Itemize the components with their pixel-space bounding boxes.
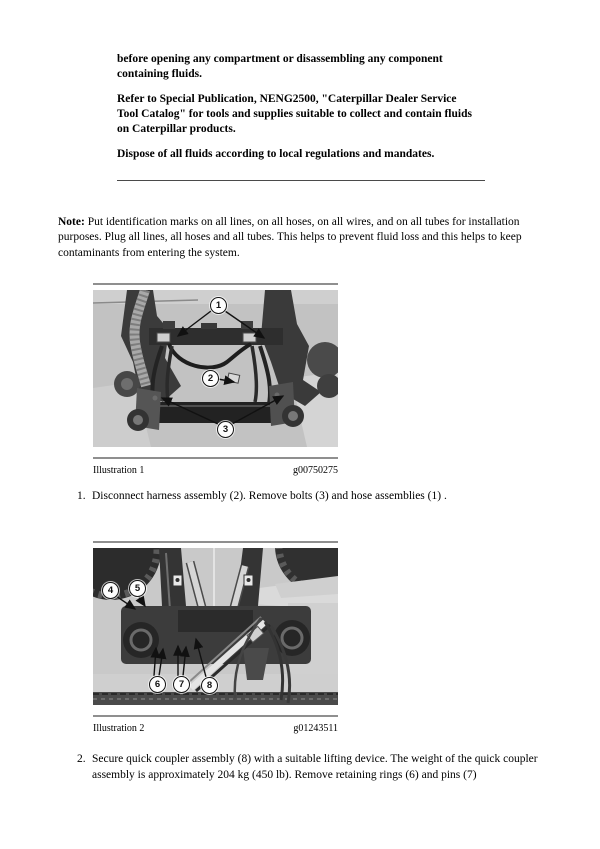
figure-top-rule bbox=[93, 283, 338, 285]
figure-bottom-rule bbox=[93, 715, 338, 717]
note-text: Put identification marks on all lines, on all hoses, on all wires, and on all tubes for installation purposes. Plug all lines, all hoses and all tubes. This helps to prevent fluid loss and this helps to keep contaminants from entering the system. bbox=[58, 215, 522, 259]
callout-2: 2 bbox=[202, 370, 219, 387]
figure-id: g01243511 bbox=[293, 723, 338, 734]
note-label: Note: bbox=[58, 215, 85, 228]
figure-bottom-rule bbox=[93, 457, 338, 459]
callout-3: 3 bbox=[217, 421, 234, 438]
callout-6: 6 bbox=[149, 676, 166, 693]
step-number: 1. bbox=[77, 490, 86, 502]
tool-catalog-reference-paragraph: Refer to Special Publication, NENG2500, "Caterpillar Dealer Service Tool Catalog" for tools and supplies suitable to collect and contain fluids on Caterpillar products. bbox=[117, 93, 472, 135]
safety-warning-paragraph: before opening any compartment or disassembling any component containing fluids. bbox=[117, 53, 443, 80]
section-divider bbox=[117, 180, 485, 181]
machine-photo-2 bbox=[93, 548, 338, 705]
illustration-2-figure bbox=[93, 541, 338, 735]
step-text: Disconnect harness assembly (2). Remove bolts (3) and hose assemblies (1) . bbox=[92, 490, 447, 502]
figure-top-rule bbox=[93, 541, 338, 543]
step-text: Secure quick coupler assembly (8) with a suitable lifting device. The weight of the quick coupler assembly is approximately 204 kg (450 lb). Remove retaining rings (6) and pins (7) bbox=[92, 753, 538, 781]
illustration-caption: Illustration 1 bbox=[93, 465, 145, 476]
safety-warning-block bbox=[117, 52, 479, 181]
step-list-item-2 bbox=[77, 752, 539, 783]
fluid-disposal-paragraph: Dispose of all fluids according to local regulations and mandates. bbox=[117, 148, 435, 160]
note-paragraph bbox=[58, 215, 558, 262]
machine-photo-1 bbox=[93, 290, 338, 447]
callout-5: 5 bbox=[129, 580, 146, 597]
callout-4: 4 bbox=[102, 582, 119, 599]
callout-1: 1 bbox=[210, 297, 227, 314]
callout-7: 7 bbox=[173, 676, 190, 693]
illustration-1-figure bbox=[93, 283, 338, 477]
illustration-caption: Illustration 2 bbox=[93, 723, 145, 734]
figure-id: g00750275 bbox=[293, 465, 338, 476]
step-list-item-1 bbox=[77, 489, 557, 505]
callout-8: 8 bbox=[201, 677, 218, 694]
step-number: 2. bbox=[77, 753, 86, 765]
